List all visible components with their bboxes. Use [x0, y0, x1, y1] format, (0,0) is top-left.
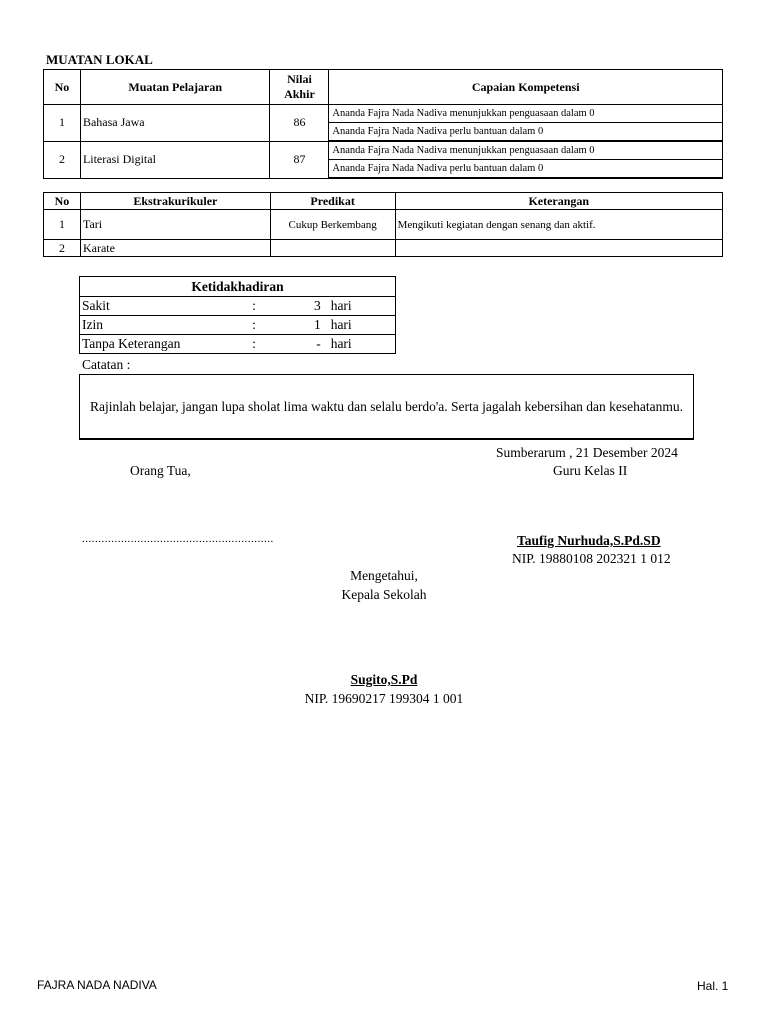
table-row [80, 316, 396, 335]
header-note: Keterangan [395, 193, 722, 210]
header-extracurricular: Ekstrakurikuler [80, 193, 270, 210]
header-score: Nilai Akhir [270, 70, 329, 105]
table-row [44, 210, 723, 240]
row-predicate [270, 240, 395, 257]
row-note [395, 240, 722, 257]
attendance-value: - [269, 335, 329, 354]
attendance-value: 1 [269, 316, 329, 335]
attendance-unit: hari [329, 316, 396, 335]
row-competency-support: Ananda Fajra Nada Nadiva perlu bantuan dalam 0 [329, 160, 723, 179]
section-title: MUATAN LOKAL [46, 52, 153, 67]
row-score: 87 [270, 141, 329, 178]
header-competency: Capaian Kompetensi [329, 70, 723, 105]
attendance-value: 3 [269, 297, 329, 316]
row-score: 86 [270, 105, 329, 142]
row-competency-mastery: Ananda Fajra Nada Nadiva menunjukkan penguasaan dalam 0 [329, 105, 723, 123]
row-predicate: Cukup Berkembang [270, 210, 395, 240]
teacher-label: Guru Kelas II [553, 463, 628, 478]
attendance-unit: hari [329, 335, 396, 354]
row-competency-support: Ananda Fajra Nada Nadiva perlu bantuan dalam 0 [329, 123, 723, 142]
footer-page-number: Hal. 1 [697, 979, 729, 993]
attendance-colon: : [239, 316, 269, 335]
attendance-label: Sakit [80, 297, 240, 316]
notes-text: Rajinlah belajar, jangan lupa sholat lima waktu dan selalu berdo'a. Serta jagalah kebersihan dan kesehatanmu. [89, 399, 684, 414]
principal-name-wrap [0, 672, 768, 688]
row-no: 2 [44, 141, 81, 178]
place-date: Sumberarum , 21 Desember 2024 [496, 445, 678, 460]
notes-label: Catatan : [82, 357, 131, 372]
row-no: 2 [44, 240, 81, 257]
ekstrakurikuler-table [43, 192, 723, 257]
row-no: 1 [44, 210, 81, 240]
header-predicate: Predikat [270, 193, 395, 210]
table-header-row [80, 277, 396, 297]
attendance-label: Izin [80, 316, 240, 335]
attendance-label: Tanpa Keterangan [80, 335, 240, 354]
principal-name: Sugito,S.Pd [350, 672, 418, 687]
table-header-row [44, 70, 723, 105]
muatan-lokal-table [43, 69, 723, 179]
attendance-title: Ketidakhadiran [80, 277, 396, 297]
teacher-nip: NIP. 19880108 202321 1 012 [512, 551, 671, 566]
table-row [80, 335, 396, 354]
table-row [44, 105, 723, 123]
principal-nip: NIP. 19690217 199304 1 001 [304, 691, 464, 706]
attendance-unit: hari [329, 297, 396, 316]
row-competency-mastery: Ananda Fajra Nada Nadiva menunjukkan penguasaan dalam 0 [329, 141, 723, 160]
principal-label: Kepala Sekolah [341, 587, 427, 602]
acknowledged-label: Mengetahui, [350, 568, 418, 583]
notes-box [79, 374, 694, 440]
header-subject: Muatan Pelajaran [80, 70, 270, 105]
attendance-table [79, 276, 396, 354]
row-no: 1 [44, 105, 81, 142]
header-no: No [44, 70, 81, 105]
header-no: No [44, 193, 81, 210]
footer-student-name: FAJRA NADA NADIVA [37, 978, 157, 992]
row-subject: Bahasa Jawa [80, 105, 270, 142]
table-row [44, 240, 723, 257]
parent-signature-line: ........................................................... [82, 533, 274, 545]
parent-label: Orang Tua, [130, 463, 191, 478]
row-subject: Literasi Digital [80, 141, 270, 178]
table-row [44, 141, 723, 160]
row-extracurricular: Karate [80, 240, 270, 257]
teacher-name: Taufig Nurhuda,S.Pd.SD [517, 533, 661, 548]
row-note: Mengikuti kegiatan dengan senang dan aktif. [395, 210, 722, 240]
table-header-row [44, 193, 723, 210]
attendance-colon: : [239, 297, 269, 316]
attendance-colon: : [239, 335, 269, 354]
row-extracurricular: Tari [80, 210, 270, 240]
table-row [80, 297, 396, 316]
